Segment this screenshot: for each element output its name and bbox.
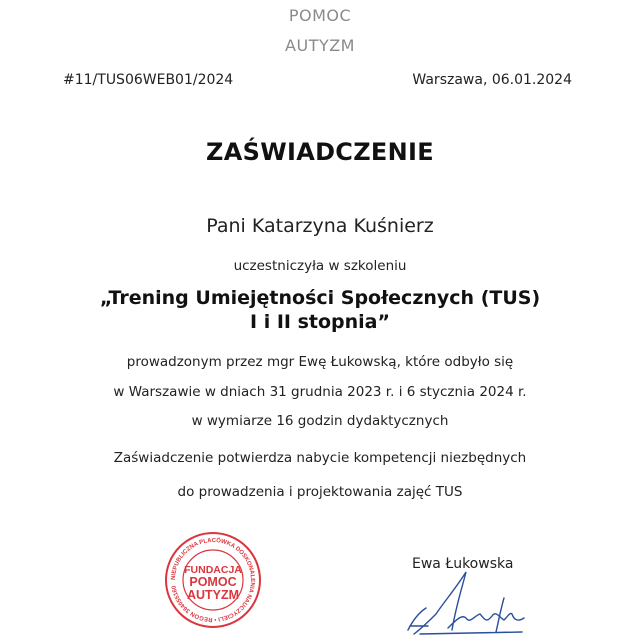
stamp-line-3: AUTYZM <box>186 588 240 602</box>
logo-line-1: POMOC <box>288 6 352 25</box>
stamp-line-2: POMOC <box>189 575 237 589</box>
details-line-2: w Warszawie w dniach 31 grudnia 2023 r. i 6 stycznia 2024 r. <box>113 384 527 400</box>
details-line-1: prowadzonym przez mgr Ewę Łukowską, które odbyło się <box>126 354 514 370</box>
confirmation-line-1: Zaświadczenie potwierdza nabycie kompetencji niezbędnych <box>113 450 527 466</box>
details-line-3: w wymiarze 16 godzin dydaktycznych <box>191 413 449 429</box>
reference-number: #11/TUS06WEB01/2024 <box>63 72 234 88</box>
stamp-ring-text: NIEPUBLICZNA PLACÓWKA DOSKONALENIA NAUCZYCIELI • REGON 364055160 <box>170 537 256 623</box>
course-title <box>0 286 640 334</box>
confirmation-line-2: do prowadzenia i projektowania zajęć TUS <box>177 484 463 500</box>
stamp-line-1: FUNDACJA <box>184 564 242 576</box>
logo-line-2: AUTYZM <box>285 36 355 55</box>
handwritten-signature <box>400 568 530 640</box>
recipient-name: Pani Katarzyna Kuśnierz <box>206 215 434 237</box>
place-date: Warszawa, 06.01.2024 <box>412 72 572 88</box>
course-title-line-2: I i II stopnia” <box>250 311 390 333</box>
signatory-name: Ewa Łukowska <box>412 556 514 572</box>
course-title-line-1: „Trening Umiejętności Społecznych (TUS) <box>99 287 541 309</box>
foundation-stamp <box>164 531 262 629</box>
participated-text: uczestniczyła w szkoleniu <box>233 258 407 274</box>
document-title: ZAŚWIADCZENIE <box>206 138 434 166</box>
